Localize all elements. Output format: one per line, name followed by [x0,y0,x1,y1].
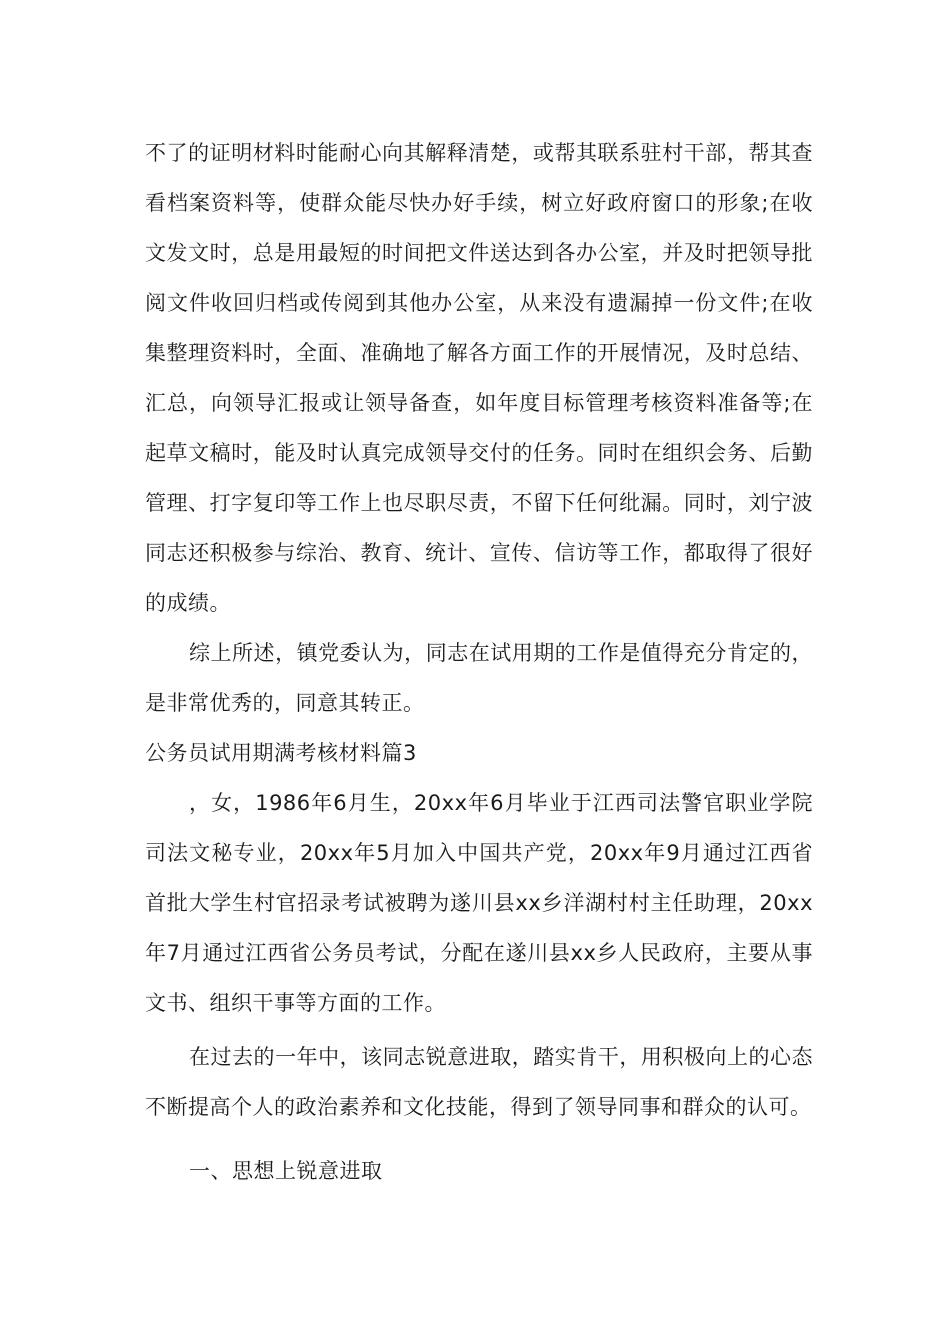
section-heading-thought: 一、思想上锐意进取 [189,1159,383,1183]
spacer [145,1132,813,1146]
article-heading: 公务员试用期满考核材料篇3 [145,741,417,765]
paragraph-summary: 在过去的一年中，该同志锐意进取，踏实肯干，用积极向上的心态不断提高个人的政治素养和文化技能，得到了领导同事和群众的认可。 [145,1045,813,1119]
document-body [145,128,813,1196]
paragraph-conclusion: 综上所述，镇党委认为，同志在试用期的工作是值得充分肯定的，是非常优秀的，同意其转正。 [145,641,813,715]
paragraph-work-duties: 不了的证明材料时能耐心向其解释清楚，或帮其联系驻村干部，帮其查看档案资料等，使群众能尽快办好手续，树立好政府窗口的形象;在收文发文时，总是用最短的时间把文件送达到各办公室，并及时把领导批阅文件收回归档或传阅到其他办公室，从来没有遗漏掉一份文件;在收集整理资料时，全面、准确地了解各方面工作的开展情况，及时总结、汇总，向领导汇报或让领导备查，如年度目标管理考核资料准备等;在起草文稿时，能及时认真完成领导交付的任务。同时在组织会务、后勤管理、打字复印等工作上也尽职尽责，不留下任何纰漏。同时，刘宁波同志还积极参与综治、教育、统计、宣传、信访等工作，都取得了很好的成绩。 [145,141,813,615]
paragraph-profile: ，女，1986年6月生，20xx年6月毕业于江西司法警官职业学院司法文秘专业，20xx年5月加入中国共产党，20xx年9月通过江西省首批大学生村官招录考试被聘为遂川县xx乡洋湖村村主任助理，20xx年7月通过江西省公务员考试，分配在遂川县xx乡人民政府，主要从事文书、组织干事等方面的工作。 [145,791,813,1015]
